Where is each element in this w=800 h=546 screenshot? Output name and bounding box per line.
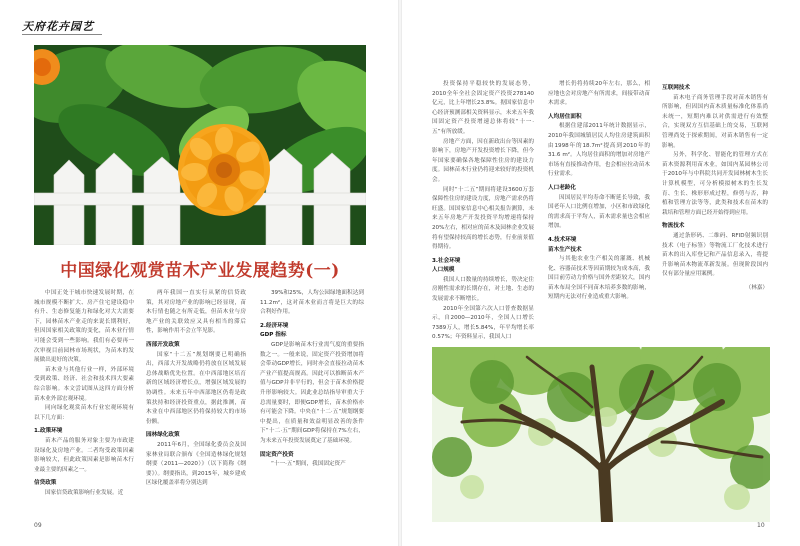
- author-signature: （林嘉）: [745, 284, 768, 291]
- section-heading: 人口老龄化: [548, 184, 576, 191]
- section-heading: 西部开发政策: [146, 341, 180, 348]
- section-heading: 4.技术环境: [548, 236, 577, 243]
- section-heading: GDP 指标: [260, 332, 287, 339]
- section-heading: 3.社会环境: [432, 257, 461, 264]
- section-heading: 园林绿化政策: [146, 432, 180, 439]
- marigold-illustration: [34, 45, 366, 245]
- paragraph: 房地产方面，因在新政出台等因素的影响下，房地产开发投资增长下降，但今年国家要确保各地保障性住房的建设力度。园林苗木行业仍将迎来较好的投资机会。: [432, 138, 534, 183]
- text-column-6: [662, 80, 768, 293]
- section-heading: 信贷政策: [34, 480, 57, 487]
- marigold-photo: [34, 45, 366, 245]
- paragraph: 通过条形码、二维码、RFID射频识别技术（电子标签）等物流工厂化技术进行苗木的出入库登记和产品信息录入，将提升影响苗木物流革新发展。但现阶段国内仅有部分量应用案例。: [662, 232, 768, 278]
- section-heading: 互联网技术: [662, 85, 690, 91]
- section-heading: 苗木生产技术: [548, 246, 582, 253]
- section-heading: 2.经济环境: [260, 322, 289, 329]
- text-column-1: [34, 289, 134, 498]
- paragraph: 39%和25%，人均公园绿地面积达到11.2m²，这对苗木业而言将是巨大的综合利好作用。: [260, 290, 364, 316]
- section-heading: 固定资产投资: [260, 451, 294, 458]
- paragraph: 两年我国一直实行从紧的信贷政策，其对房地产业的影响已经显现，苗木行情也随之有所走低，但苗木业与房地产业的关联效应又具有相当的滞后性，影响作用不会立竿见影。: [146, 290, 246, 335]
- section-heading: 人均居住面积: [548, 113, 582, 120]
- section-heading: 1.政策环境: [34, 428, 63, 435]
- paragraph: 同时“十二五”期间将建设3600万套保障性住房的建设力度，房地产需求仍将旺盛。国国家信息中心相关报告测算，未来五年房地产开发投资平均增速将保持20%左右，相对应的苗木及园林企业发展将有望保持较高的增长态势，行业前景值得期待。: [432, 186, 534, 251]
- text-column-2: [146, 289, 246, 489]
- section-heading: 人口规模: [432, 267, 455, 274]
- paragraph: 国家信贷政策影响行业发展。近: [45, 489, 124, 496]
- text-column-4: [432, 80, 534, 343]
- paragraph: 另外，科学化、智能化的管理方式在苗木资源利用苗木业，如国内某园林公司于2010年与中科院共同开发园林树木生长计算机模型，可分析模拟树木的生长发育、生长、株形形成过程，修剪与否，种植和管理方法等等，此类和技术在苗木的栽培和管理方面已经开始得到应用。: [662, 152, 768, 216]
- tree-canopy-photo: [432, 347, 770, 522]
- section-heading: 物流技术: [662, 223, 685, 230]
- tree-canopy-illustration: [432, 347, 770, 522]
- paragraph: 我国人口数量的持续增长，势决定住房刚性需求的长期存在，对土地、生态的发展需求不断增长。: [432, 276, 534, 303]
- paragraph: 中国正处于城市快速发展时期，在城市规模不断扩大、房产住宅建设稳中有升、生态修复能力和绿化对大大需要下，园林苗木产业走的来说长期利好，但因国家相关政策的变化，苗木业行情可能会受到一些影响。我们有必要再一次审视目前园林市场现状，为苗木的发展做出更好的决策。: [34, 290, 134, 364]
- text-column-3: [260, 289, 364, 470]
- paragraph: 同向绿化观赏苗木行业宏观环境有以下几方面：: [34, 405, 134, 421]
- article-title: 中国绿化观赏苗木产业发展趋势(一): [60, 261, 340, 281]
- right-page-number: 10: [757, 522, 765, 529]
- magazine-logo: 天府花卉园艺: [22, 20, 94, 33]
- paragraph: 苗木电子商务管理手段对苗木销售有所影响，但因国内苗木质量标准化体系尚未统一，短期内难以对供需进行有效整合，实现双方互信基础上的交易，互联网管理尚处于探索期间，对苗木销售有一定影响。: [662, 94, 768, 149]
- text-column-5: [548, 80, 650, 303]
- paragraph: 因国居民平均寿命不断延长导致，我国老年人口比例在增加，小区和市政绿化的需求高于平均人，苗木需求量也会相应增加。: [548, 194, 650, 230]
- logo-underline: [22, 34, 102, 35]
- paragraph: 与其他农业生产相关的灌溉、机械化、容器苗技术等因苗期较为成本高，我国目前劳动力价格与国外差距较大，国内苗木布局全国不同苗木培养多数的影响，短期内无法对行业造成重大影响。: [548, 256, 650, 301]
- paragraph: 2010年全国第六次人口普查数据显示，自2000—2010年，全国人口增长7389万人，增长5.84%，年平均增长率0.57%；年资料显示，我国人口: [432, 305, 534, 341]
- paragraph: 2011年6月，全国绿化委员会及国家林业局联合颁布《全国造林绿化规划纲要（2011—2020）》（以下简称《纲要》）。纲要指出，到2015年，城乡建成区绿化覆盖率将分别达到: [146, 441, 246, 487]
- paragraph: “十一·五”期间，我国固定资产: [271, 461, 346, 468]
- paragraph: 苗木业与其他行业一样，外部环境受到政策、经济、社会和技术四大要素综合影响。本文尝试图从这四方面分析苗木业外部宏观环境。: [34, 366, 134, 402]
- paragraph: 投资保持平稳较快的发展态势，2010全年全社会固定资产投资278140亿元，比上年增长23.8%。据国家信息中心经济预测部相关资料显示，未来五年我国固定资产投资增速总体将较“十一·五”有所放缓。: [432, 81, 534, 135]
- paragraph: 国家“十二五”规划纲要已明确指出，西部大开发战略仍将放在区域发展总体战略优先位置。在中西部地区培育新的区域经济增长点，增强区域发展的协调性。未来五年中西部地区仍将是政策扶持和经济投资重点，据此推测，苗木业在中西部地区仍将保持较大的市场份额。: [146, 351, 246, 425]
- paragraph: GDP是影响苗木行业需气度的重要指数之一。一般来说，固定资产投资增加将会带动GDP增长，同时亦会直接拉动苗木产业产值提高规高。因此可以推断苗木产值与GDP并非平行的，但会于苗木价格提升形影响较大。因此业总结指导审重大于总需量要时，即便GDP增长，苗木价格亦有可能会下降。中央在“十二·五”规划纲要中提出，在质量和效益明显改善的条件下“十二·五”期间GDP将保持在7%左右，为未来五年投资发展奠定了基础环境。: [260, 341, 364, 444]
- left-page-number: 09: [34, 522, 42, 529]
- paragraph: 苗木产品的服务对象主要为市政建设绿化及房地产业。二者均受政策因素影响较大，但此政策因素是影响苗木行业最主要的因素之一。: [34, 437, 134, 473]
- paragraph: 根据住建部2011年统计数据显示，2010年我国城镇居民人均住房建筑面积由1998年的18.7m²提高到2010年的31.6 m²。人均居住面积的增加对房地产市场有直接推动作用，也会相应拉动苗木行业需求。: [548, 123, 650, 178]
- paragraph: 增长仍将持续20年左右，那么，相应地也会对房地产有所需求，间接带动苗木需求。: [548, 81, 650, 107]
